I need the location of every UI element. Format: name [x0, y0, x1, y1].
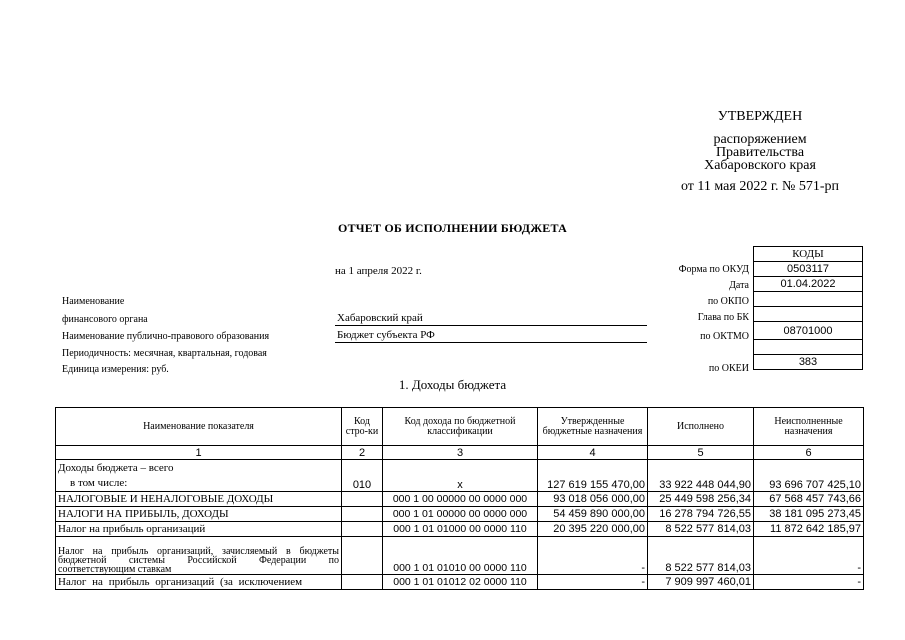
approval-line1: распоряжением — [713, 132, 807, 147]
row-name: НАЛОГИ НА ПРИБЫЛЬ, ДОХОДЫ — [56, 507, 342, 522]
header-unexecuted: Неисполненные назначения — [754, 408, 864, 446]
codes-table — [753, 246, 863, 370]
col-number: 6 — [754, 446, 864, 460]
table-row — [56, 492, 864, 507]
header-row-code: Код стро-ки — [342, 408, 383, 446]
label-name2: финансового органа — [62, 314, 148, 325]
approved-value: - — [538, 537, 648, 575]
table-header-row — [56, 408, 864, 446]
section-title: 1. Доходы бюджета — [398, 377, 507, 392]
executed-value: 25 449 598 256,34 — [648, 492, 754, 507]
row-code — [342, 575, 383, 590]
approved-value: 127 619 155 470,00 — [538, 460, 648, 492]
label-okud: Форма по ОКУД — [678, 264, 749, 275]
label-okei: по ОКЕИ — [708, 363, 749, 374]
header-income-code: Код дохода по бюджетной классификации — [383, 408, 538, 446]
income-code: 000 1 01 01010 00 0000 110 — [383, 537, 538, 575]
income-table — [55, 407, 864, 590]
row-name: Налог на прибыль организаций, зачисляемый в бюджеты бюджетной системы Российской Федерации по соответствующим ставкам — [56, 537, 342, 575]
approval-title: УТВЕРЖДЕН — [717, 109, 803, 124]
unexecuted-value: - — [754, 575, 864, 590]
code-glava — [754, 307, 863, 322]
row-name: Налог на прибыль организаций (за исключением — [56, 575, 342, 590]
label-pub: Наименование публично-правового образования — [62, 331, 270, 342]
label-okpo: по ОКПО — [707, 296, 749, 307]
approval-line4: от 11 мая 2022 г. № 571-рп — [680, 179, 839, 194]
codes-header: КОДЫ — [754, 247, 863, 262]
income-code: 000 1 01 01012 02 0000 110 — [383, 575, 538, 590]
code-okud: 0503117 — [754, 262, 863, 277]
row-name: НАЛОГОВЫЕ И НЕНАЛОГОВЫЕ ДОХОДЫ — [56, 492, 342, 507]
row-code — [342, 522, 383, 537]
executed-value: 16 278 794 726,55 — [648, 507, 754, 522]
label-unit: Единица измерения: руб. — [62, 364, 169, 375]
header-executed: Исполнено — [648, 408, 754, 446]
table-row — [56, 522, 864, 537]
header-name: Наименование показателя — [56, 408, 342, 446]
approval-line2: Правительства — [715, 145, 805, 160]
unexecuted-value: 38 181 095 273,45 — [754, 507, 864, 522]
label-name1: Наименование — [62, 296, 125, 307]
table-row — [56, 507, 864, 522]
table-row — [56, 460, 864, 492]
label-glava: Глава по БК — [697, 312, 749, 323]
income-code: 000 1 01 01000 00 0000 110 — [383, 522, 538, 537]
table-row — [56, 537, 864, 575]
approval-line3: Хабаровского края — [704, 158, 816, 173]
approved-value: 93 018 056 000,00 — [538, 492, 648, 507]
col-number: 1 — [56, 446, 342, 460]
code-date: 01.04.2022 — [754, 277, 863, 292]
row-code — [342, 492, 383, 507]
report-date: на 1 апреля 2022 г. — [335, 265, 422, 277]
approved-value: 54 459 890 000,00 — [538, 507, 648, 522]
fin-organ-value: Хабаровский край — [335, 311, 647, 326]
executed-value: 33 922 448 044,90 — [648, 460, 754, 492]
table-row — [56, 575, 864, 590]
row-code — [342, 507, 383, 522]
unexecuted-value: - — [754, 537, 864, 575]
row-name-line1: Доходы бюджета – всего — [58, 462, 174, 474]
executed-value: 7 909 997 460,01 — [648, 575, 754, 590]
unexecuted-value: 67 568 457 743,66 — [754, 492, 864, 507]
income-code: 000 1 01 00000 00 0000 000 — [383, 507, 538, 522]
col-number: 5 — [648, 446, 754, 460]
row-code — [342, 537, 383, 575]
header-approved: Утвержденные бюджетные назначения — [538, 408, 648, 446]
unexecuted-value: 93 696 707 425,10 — [754, 460, 864, 492]
row-name: Налог на прибыль организаций — [56, 522, 342, 537]
col-number: 4 — [538, 446, 648, 460]
approved-value: - — [538, 575, 648, 590]
column-number-row — [56, 446, 864, 460]
row-name — [56, 460, 342, 492]
label-period: Периодичность: месячная, квартальная, годовая — [62, 348, 267, 359]
code-oktmo: 08701000 — [754, 322, 863, 340]
pub-entity-value: Бюджет субъекта РФ — [335, 328, 647, 343]
label-oktmo: по ОКТМО — [700, 331, 749, 342]
income-code: x — [383, 460, 538, 492]
report-title: ОТЧЕТ ОБ ИСПОЛНЕНИИ БЮДЖЕТА — [338, 221, 567, 235]
col-number: 3 — [383, 446, 538, 460]
col-number: 2 — [342, 446, 383, 460]
income-code: 000 1 00 00000 00 0000 000 — [383, 492, 538, 507]
row-name-line2: в том числе: — [70, 477, 128, 489]
approved-value: 20 395 220 000,00 — [538, 522, 648, 537]
code-okei: 383 — [754, 355, 863, 370]
unexecuted-value: 11 872 642 185,97 — [754, 522, 864, 537]
row-code: 010 — [342, 460, 383, 492]
code-blank — [754, 340, 863, 355]
code-okpo — [754, 292, 863, 307]
executed-value: 8 522 577 814,03 — [648, 522, 754, 537]
label-date: Дата — [729, 280, 749, 291]
executed-value: 8 522 577 814,03 — [648, 537, 754, 575]
